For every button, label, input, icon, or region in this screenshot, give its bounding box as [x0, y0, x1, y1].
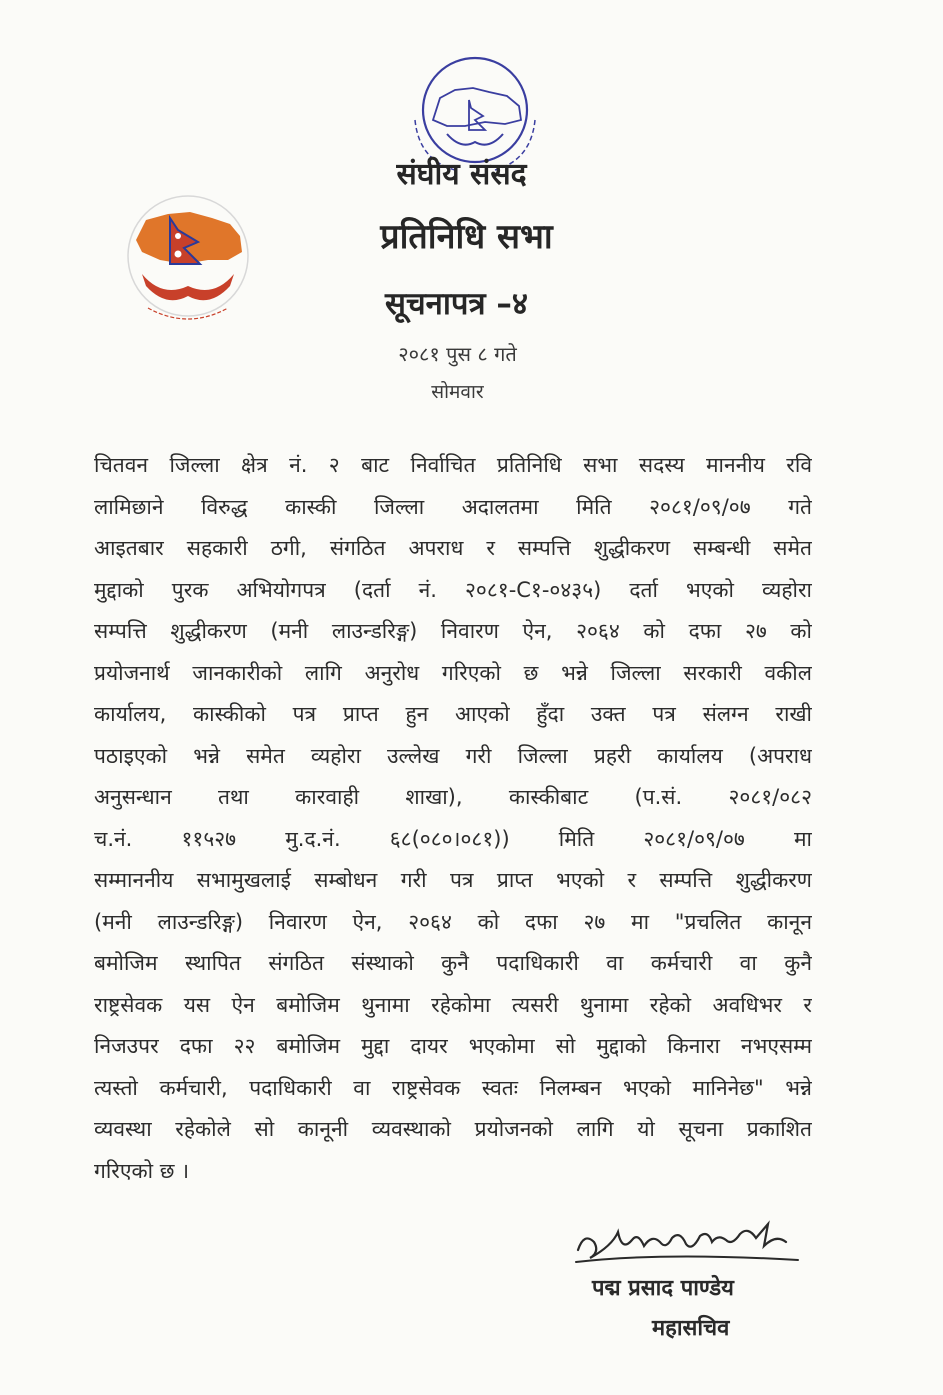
body-line: मुद्दाको पुरक अभियोगपत्र (दर्ता नं. २०८१-C१-०४३५) दर्ता भएको व्यहोरा	[94, 577, 812, 602]
body-line: निजउपर दफा २२ बमोजिम मुद्दा दायर भएकोमा सो मुद्दाको किनारा नभएसम्म	[94, 1034, 812, 1058]
body-line: प्रयोजनार्थ जानकारीको लागि अनुरोध गरिएको छ भन्ने जिल्ला सरकारी वकील	[94, 660, 812, 685]
parliament-heading: संघीय संसद	[396, 157, 527, 192]
signatory-title: महासचिव	[652, 1316, 730, 1341]
house-heading: प्रतिनिधि सभा	[380, 217, 553, 257]
body-line: आइतबार सहकारी ठगी, संगठित अपराध र सम्पत्ति शुद्धीकरण सम्बन्धी समेत	[94, 536, 812, 560]
body-line: सम्पत्ति शुद्धीकरण (मनी लाउन्डरिङ्ग) निवारण ऐन, २०६४ को दफा २७ को	[94, 619, 812, 643]
body-line: अनुसन्धान तथा कारवाही शाखा), कास्कीबाट (प.सं. २०८१/०८२	[94, 785, 812, 809]
body-line: त्यस्तो कर्मचारी, पदाधिकारी वा राष्ट्रसेवक स्वतः निलम्बन भएको मानिनेछ" भन्ने	[94, 1075, 812, 1100]
body-line: कार्यालय, कास्कीको पत्र प्राप्त हुन आएको हुँदा उक्त पत्र संलग्न राखी	[94, 702, 812, 726]
handwritten-signature	[572, 1212, 802, 1274]
body-line: राष्ट्रसेवक यस ऐन बमोजिम थुनामा रहेकोमा त्यसरी थुनामा रहेको अवधिभर र	[94, 992, 812, 1017]
body-line: चितवन जिल्ला क्षेत्र नं. २ बाट निर्वाचित प्रतिनिधि सभा सदस्य माननीय रवि	[94, 453, 812, 477]
body-line: बमोजिम स्थापित संगठित संस्थाको कुनै पदाधिकारी वा कर्मचारी वा कुनै	[94, 951, 812, 975]
notice-day: सोमवार	[431, 381, 484, 403]
notice-number: सूचनापत्र –४	[384, 286, 528, 322]
body-line: पठाइएको भन्ने समेत व्यहोरा उल्लेख गरी जिल्ला प्रहरी कार्यालय (अपराध	[94, 743, 812, 768]
body-line: गरिएको छ ।	[94, 1158, 190, 1183]
notice-body	[94, 445, 812, 1192]
body-line: सम्माननीय सभामुखलाई सम्बोधन गरी पत्र प्राप्त भएको र सम्पत्ति शुद्धीकरण	[94, 868, 812, 892]
body-line: (मनी लाउन्डरिङ्ग) निवारण ऐन, २०६४ को दफा २७ मा "प्रचलित कानून	[94, 909, 812, 934]
body-line: व्यवस्था रहेकोले सो कानूनी व्यवस्थाको प्रयोजनको लागि यो सूचना प्रकाशित	[94, 1117, 812, 1141]
signatory-name: पद्म प्रसाद पाण्डेय	[592, 1276, 734, 1301]
body-line: च.नं. ११५२७ मु.द.नं. ६८(०८०।०८१)) मिति २०८१/०९/०७ मा	[94, 826, 812, 851]
body-line: लामिछाने विरुद्ध कास्की जिल्ला अदालतमा मिति २०८१/०९/०७ गते	[94, 494, 812, 519]
notice-date: २०८१ पुस ८ गते	[398, 342, 517, 366]
